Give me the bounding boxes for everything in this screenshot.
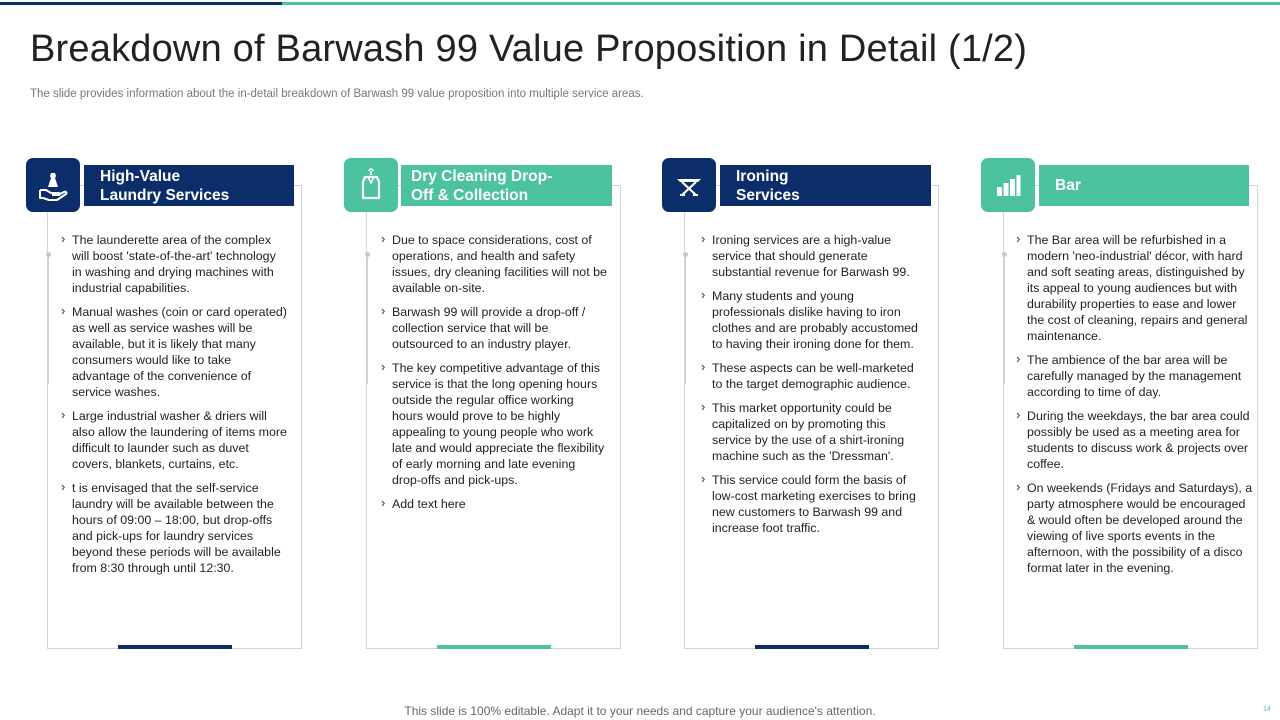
list-item: › Due to space considerations, cost of operations, and health and safety issues, dry cleaning facilities will not be available on-site. bbox=[382, 232, 607, 296]
card-side-line bbox=[685, 254, 686, 384]
list-item: › On weekends (Fridays and Saturdays), a party atmosphere would be encouraged & would often be developed around the viewing of live sports events in the afternoon, with the possibility of a disco format later in the evening. bbox=[1017, 480, 1253, 576]
bar-chart-icon bbox=[981, 158, 1035, 212]
list-item: › Ironing services are a high-value service that should generate substantial revenue for Barwash 99. bbox=[702, 232, 927, 280]
list-item: › The key competitive advantage of this service is that the long opening hours outside the regular office working hours would prove to be highly appealing to young people who work late and would appreciate the flexibility of early morning and late evening drop-offs and pick-ups. bbox=[382, 360, 607, 488]
card-side-dot bbox=[46, 252, 51, 257]
list-item: › This market opportunity could be capitalized on by promoting this service by the use of a shirt-ironing machine such as the 'Dressman'. bbox=[702, 400, 927, 464]
list-item: › This service could form the basis of low-cost marketing exercises to bring new customers to Barwash 99 and increase foot traffic. bbox=[702, 472, 927, 536]
card-heading: Ironing Services bbox=[736, 167, 800, 204]
card-header-dry-cleaning bbox=[401, 165, 612, 206]
card-bullet-list bbox=[1017, 232, 1253, 584]
list-item: › Add text here bbox=[382, 496, 607, 512]
list-item: › During the weekdays, the bar area could possibly be used as a meeting area for students to discuss work & projects over coffee. bbox=[1017, 408, 1253, 472]
card-side-dot bbox=[1002, 252, 1007, 257]
card-header-laundry bbox=[84, 165, 294, 206]
card-bullet-list bbox=[382, 232, 607, 520]
list-item: › Large industrial washer & driers will also allow the laundering of items more difficult to launder such as duvet covers, blankets, curtains, etc. bbox=[62, 408, 287, 472]
list-item: › Barwash 99 will provide a drop-off / collection service that will be outsourced to an industry player. bbox=[382, 304, 607, 352]
list-item: › These aspects can be well-marketed to the target demographic audience. bbox=[702, 360, 927, 392]
card-side-dot bbox=[683, 252, 688, 257]
list-item: › The ambience of the bar area will be carefully managed by the management according to time of day. bbox=[1017, 352, 1253, 400]
top-accent-bar-teal bbox=[282, 2, 1280, 5]
slide-subtitle: The slide provides information about the in-detail breakdown of Barwash 99 value proposition into multiple service areas. bbox=[30, 88, 644, 100]
list-item: › Many students and young professionals dislike having to iron clothes and are probably accustomed to having their ironing done for them. bbox=[702, 288, 927, 352]
list-item: › The Bar area will be refurbished in a modern 'neo-industrial' décor, with hard and soft seating areas, distinguished by its appeal to young audiences but with durability properties to ease and lower the cost of cleaning, repairs and general maintenance. bbox=[1017, 232, 1253, 344]
card-bottom-accent bbox=[1074, 645, 1188, 649]
slide-footer: This slide is 100% editable. Adapt it to your needs and capture your audience's attention. bbox=[404, 704, 876, 718]
card-bottom-accent bbox=[755, 645, 869, 649]
list-item: › t is envisaged that the self-service laundry will be available between the hours of 09:00 – 18:00, but drop-offs and pick-ups for laundry services beyond these periods will be available from 8:30 through until 12:30. bbox=[62, 480, 287, 576]
page-number: 14 bbox=[1263, 706, 1271, 713]
hand-holding-dress-icon bbox=[26, 158, 80, 212]
ironing-board-icon bbox=[662, 158, 716, 212]
garment-bag-icon bbox=[344, 158, 398, 212]
card-heading: Dry Cleaning Drop- Off & Collection bbox=[411, 167, 553, 204]
card-side-line bbox=[1004, 254, 1005, 384]
card-side-line bbox=[367, 254, 368, 384]
card-header-bar bbox=[1039, 165, 1249, 206]
card-bottom-accent bbox=[437, 645, 551, 649]
list-item: › Manual washes (coin or card operated) as well as service washes will be available, but it is likely that many consumers would like to take advantage of the convenience of service washes. bbox=[62, 304, 287, 400]
card-bullet-list bbox=[62, 232, 287, 584]
card-heading: High-Value Laundry Services bbox=[100, 167, 230, 204]
card-bottom-accent bbox=[118, 645, 232, 649]
card-side-line bbox=[48, 254, 49, 384]
top-accent-bar-navy bbox=[0, 2, 282, 5]
slide-title: Breakdown of Barwash 99 Value Proposition in Detail (1/2) bbox=[30, 28, 1028, 70]
card-bullet-list bbox=[702, 232, 927, 544]
list-item: › The launderette area of the complex will boost 'state-of-the-art' technology in washing and drying machines with industrial capabilities. bbox=[62, 232, 287, 296]
card-side-dot bbox=[365, 252, 370, 257]
card-heading: Bar bbox=[1055, 177, 1081, 194]
card-header-ironing bbox=[720, 165, 931, 206]
